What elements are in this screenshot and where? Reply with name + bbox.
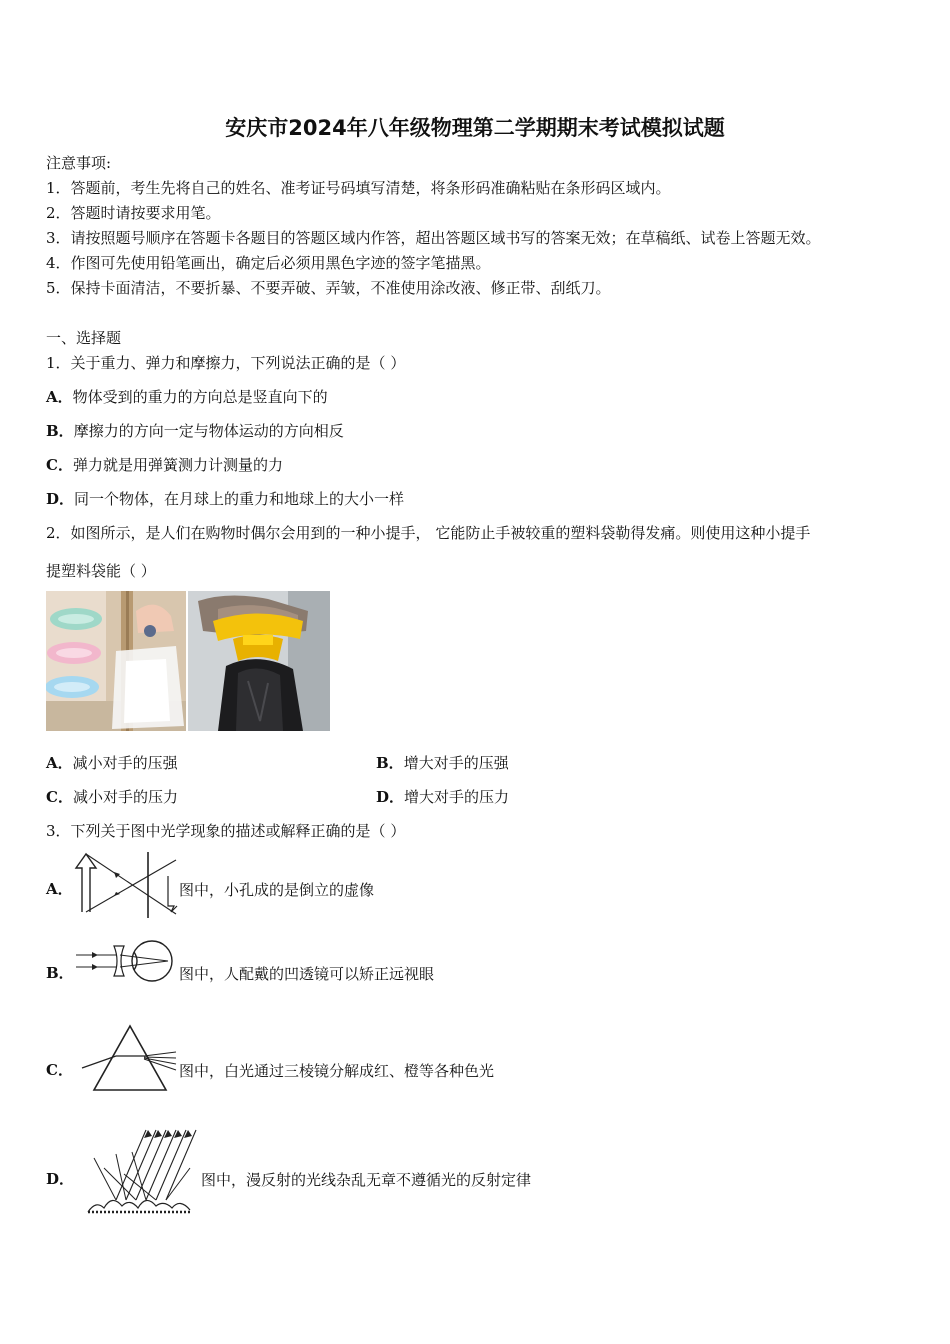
q2-stem-line2: 提塑料袋能（ ） bbox=[46, 562, 156, 580]
pinhole-diagram bbox=[72, 850, 180, 920]
note-item: 1．答题前，考生先将自己的姓名、准考证号码填写清楚，将条形码准确粘贴在条形码区域内。 bbox=[46, 179, 671, 197]
option-label: B． bbox=[376, 754, 404, 772]
option-label: D． bbox=[376, 788, 405, 806]
notes-heading: 注意事项: bbox=[46, 154, 112, 172]
option-text: 摩擦力的方向一定与物体运动的方向相反 bbox=[73, 422, 344, 440]
option-text: 减小对手的压力 bbox=[72, 788, 178, 806]
section-heading: 一、选择题 bbox=[46, 329, 122, 347]
option-label: D． bbox=[46, 490, 75, 508]
option-text: 增大对手的压强 bbox=[403, 754, 509, 772]
page-title: 安庆市2024年八年级物理第二学期期末考试模拟试题 bbox=[225, 116, 725, 140]
q3-option-c-label: C． bbox=[46, 1061, 73, 1079]
option-label: C． bbox=[46, 788, 73, 806]
q3-option-d-text: 图中，漫反射的光线杂乱无章不遵循光的反射定律 bbox=[201, 1171, 532, 1189]
q1-option-d bbox=[46, 488, 404, 509]
option-label: A． bbox=[46, 754, 73, 772]
diffuse-reflection-diagram bbox=[86, 1128, 198, 1214]
q2-option-b bbox=[376, 752, 509, 773]
q3-option-a-label: A． bbox=[46, 880, 73, 898]
q3-option-b-label: B． bbox=[46, 964, 74, 982]
option-text: 增大对手的压力 bbox=[404, 788, 510, 806]
option-text: 减小对手的压强 bbox=[72, 754, 178, 772]
q1-option-b bbox=[46, 420, 344, 441]
note-item: 3．请按照题号顺序在答题卡各题目的答题区域内作答，超出答题区域书写的答案无效；在草稿纸、试卷上答题无效。 bbox=[46, 229, 821, 247]
eye-lens-diagram bbox=[74, 938, 178, 984]
note-item: 5．保持卡面清洁，不要折暴、不要弄破、弄皱，不准使用涂改液、修正带、刮纸刀。 bbox=[46, 279, 611, 297]
q1-option-a bbox=[46, 386, 328, 407]
q2-stem-line1: 2．如图所示，是人们在购物时偶尔会用到的一种小提手， 它能防止手被较重的塑料袋勒得发痛。则使用这种小提手 bbox=[46, 524, 811, 542]
prism-diagram bbox=[80, 1022, 180, 1094]
q2-option-a bbox=[46, 752, 178, 773]
option-label: B． bbox=[46, 422, 74, 440]
q2-option-d bbox=[376, 786, 509, 807]
q3-stem: 3．下列关于图中光学现象的描述或解释正确的是（ ） bbox=[46, 822, 406, 840]
q3-option-a-text: 图中，小孔成的是倒立的虚像 bbox=[179, 881, 375, 899]
q1-stem: 1．关于重力、弹力和摩擦力，下列说法正确的是（ ） bbox=[46, 354, 406, 372]
option-text: 同一个物体，在月球上的重力和地球上的大小一样 bbox=[74, 490, 405, 508]
option-text: 弹力就是用弹簧测力计测量的力 bbox=[72, 456, 283, 474]
yellow-handle-photo bbox=[188, 591, 330, 731]
bag-handle-photo bbox=[46, 591, 186, 731]
option-label: C． bbox=[46, 456, 73, 474]
note-item: 2．答题时请按要求用笔。 bbox=[46, 204, 221, 222]
q3-option-b-text: 图中，人配戴的凹透镜可以矫正远视眼 bbox=[179, 965, 435, 983]
q3-option-d-label: D． bbox=[46, 1170, 75, 1188]
q1-option-c bbox=[46, 454, 283, 475]
q3-option-c-text: 图中，白光通过三棱镜分解成红、橙等各种色光 bbox=[179, 1062, 495, 1080]
note-item: 4．作图可先使用铅笔画出，确定后必须用黑色字迹的签字笔描黑。 bbox=[46, 254, 491, 272]
option-label: A． bbox=[46, 388, 73, 406]
option-text: 物体受到的重力的方向总是竖直向下的 bbox=[72, 388, 328, 406]
q2-option-c bbox=[46, 786, 178, 807]
